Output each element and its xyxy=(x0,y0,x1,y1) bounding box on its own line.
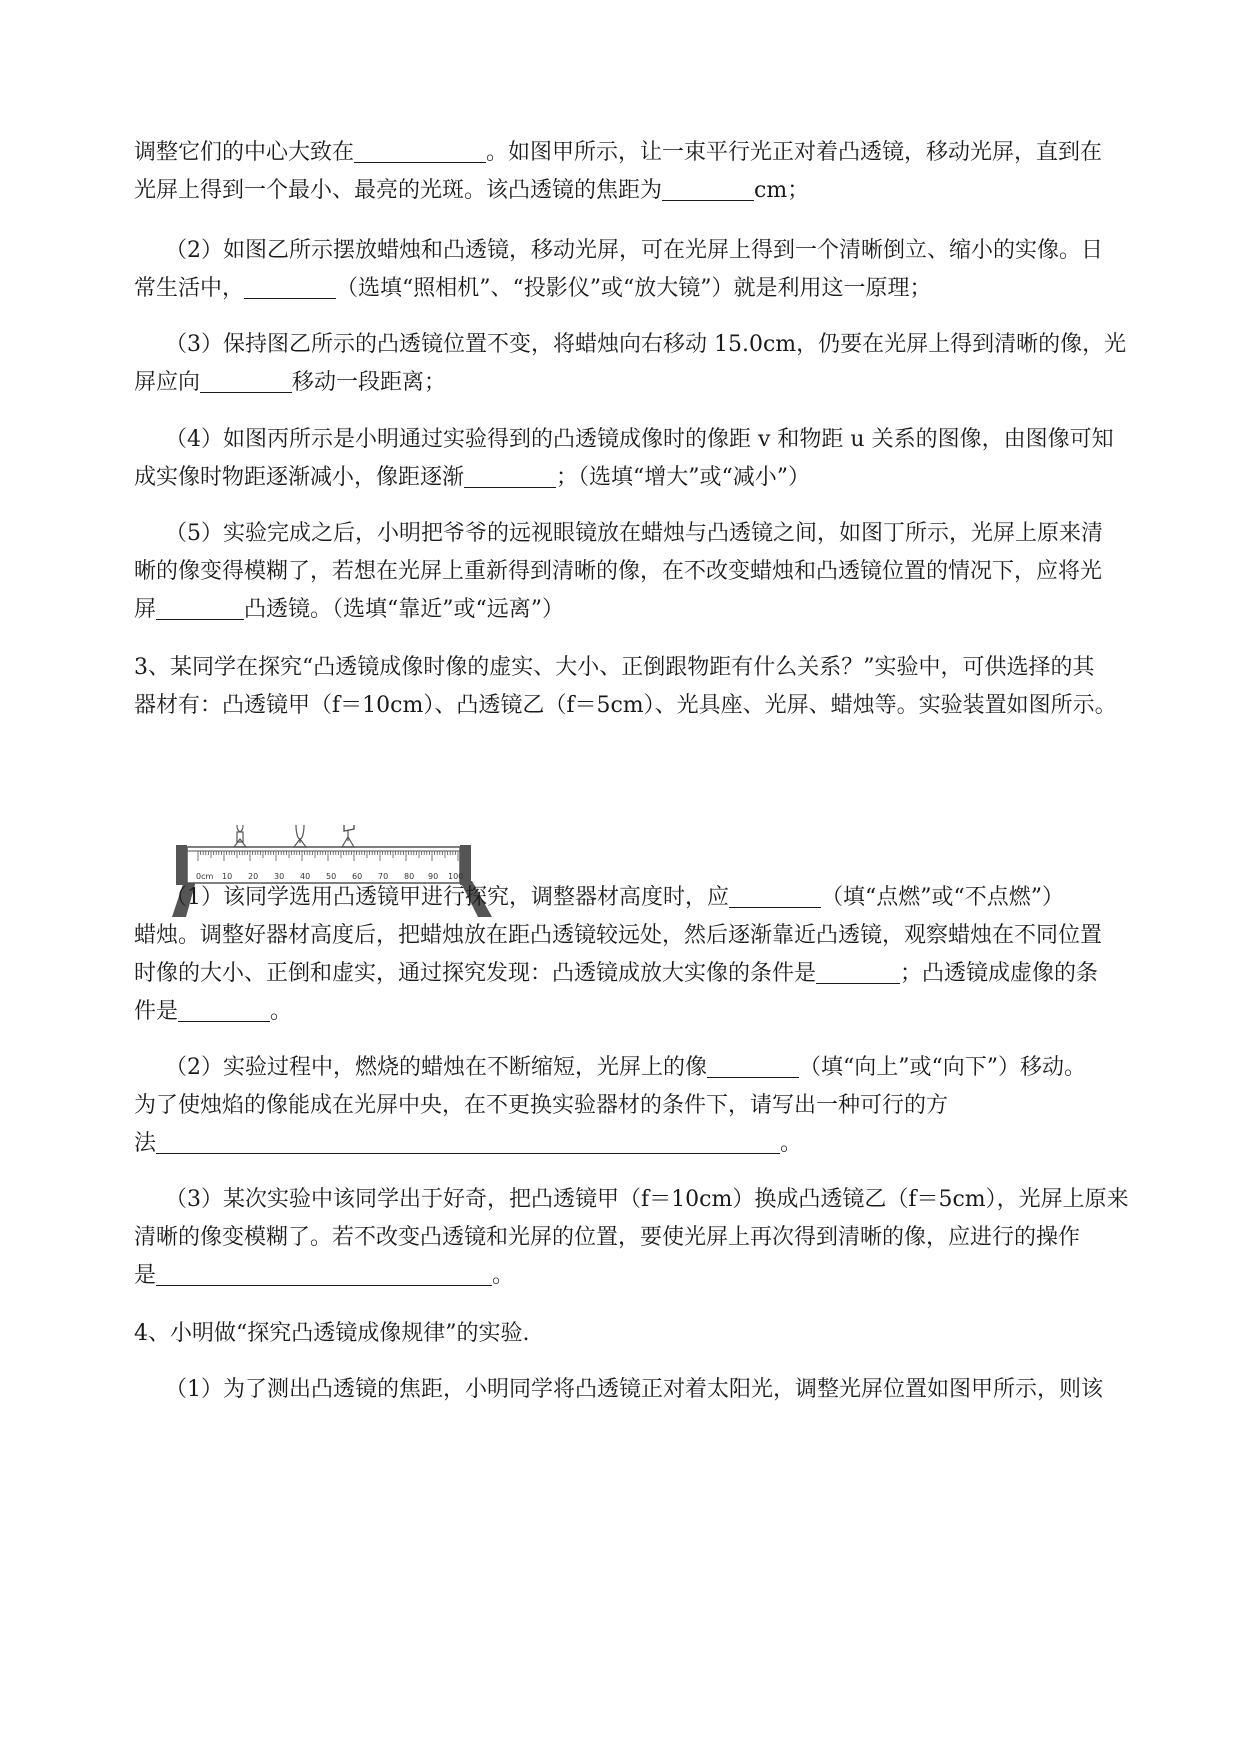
answer-blank[interactable] xyxy=(156,597,244,620)
scale-label: 30 xyxy=(274,872,285,881)
text-line: （2）如图乙所示摆放蜡烛和凸透镜，移动光屏，可在光屏上得到一个清晰倒立、缩小的实像。日 xyxy=(165,238,1104,263)
answer-blank[interactable] xyxy=(729,885,821,908)
candle-body xyxy=(237,832,243,842)
text-line: 时像的大小、正倒和虚实，通过探究发现：凸透镜成放大实像的条件是 ；凸透镜成虚像的条 xyxy=(134,961,1099,986)
answer-blank[interactable] xyxy=(200,370,292,393)
text-line: 3、某同学在探究“凸透镜成像时像的虚实、大小、正倒跟物距有什么关系？”实验中，可供选择的其 xyxy=(134,655,1095,680)
text-line: 屏应向 移动一段距离； xyxy=(134,370,447,395)
text-line: （4）如图丙所示是小明通过实验得到的凸透镜成像时的像距 v 和物距 u 关系的图像，由图像可知 xyxy=(165,427,1114,452)
text-line: 调整它们的中心大致在 。如图甲所示，让一束平行光正对着凸透镜，移动光屏，直到在 xyxy=(134,140,1103,165)
text-line: 清晰的像变模糊了。若不改变凸透镜和光屏的位置，要使光屏上再次得到清晰的像，应进行的操作 xyxy=(134,1225,1081,1250)
text-line: （1）该同学选用凸透镜甲进行探究，调整器材高度时，应 （填“点燃”或“不点燃”） xyxy=(165,885,1064,910)
answer-blank[interactable] xyxy=(816,961,900,984)
answer-blank[interactable] xyxy=(156,1263,492,1286)
candle-flame-icon xyxy=(237,825,243,832)
candle xyxy=(234,825,246,847)
answer-blank[interactable] xyxy=(354,140,486,163)
text-line: 常生活中， （选填“照相机”、“投影仪”或“放大镜”）就是利用这一原理； xyxy=(134,276,932,301)
scale-label: 10 xyxy=(222,872,233,881)
scale-label: 20 xyxy=(248,872,259,881)
lens-icon xyxy=(296,825,304,839)
scale-unit-label: 0cm xyxy=(196,872,214,881)
screen-icon xyxy=(344,825,354,831)
text-line: （2）实验过程中，燃烧的蜡烛在不断缩短，光屏上的像 （填“向上”或“向下”）移动。 xyxy=(165,1055,1086,1080)
text-line: 4、小明做“探究凸透镜成像规律”的实验. xyxy=(134,1321,530,1346)
text-line: 为了使烛焰的像能成在光屏中央，在不更换实验器材的条件下，请写出一种可行的方 xyxy=(134,1093,949,1118)
scale-label: 90 xyxy=(428,872,439,881)
scale-label: 60 xyxy=(352,872,363,881)
text-line: 件是 。 xyxy=(134,999,293,1024)
scale-label: 70 xyxy=(378,872,389,881)
text-line: 法 。 xyxy=(134,1131,803,1156)
scale-label: 40 xyxy=(300,872,311,881)
text-line: 成实像时物距逐渐减小，像距逐渐 ；（选填“增大”或“减小”） xyxy=(134,465,811,490)
lens xyxy=(294,825,306,847)
scale-label: 100 xyxy=(448,872,464,881)
text-line: （3）某次实验中该同学出于好奇，把凸透镜甲（f＝10cm）换成凸透镜乙（f＝5cm），光屏上原来 xyxy=(165,1187,1129,1212)
scale-label: 80 xyxy=(404,872,415,881)
answer-blank[interactable] xyxy=(244,276,336,299)
text-line: 晰的像变得模糊了，若想在光屏上重新得到清晰的像，在不改变蜡烛和凸透镜位置的情况下，应将光 xyxy=(134,559,1103,584)
answer-blank[interactable] xyxy=(464,465,556,488)
text-line: （3）保持图乙所示的凸透镜位置不变，将蜡烛向右移动 15.0cm，仍要在光屏上得到清晰的像，光 xyxy=(165,332,1127,357)
scale-label: 50 xyxy=(326,872,337,881)
answer-blank[interactable] xyxy=(156,1131,780,1154)
text-line: 器材有：凸透镜甲（f＝10cm）、凸透镜乙（f＝5cm）、光具座、光屏、蜡烛等。实验装置如图所示。 xyxy=(134,693,1117,718)
bench-left-end xyxy=(176,845,187,885)
text-line: （5）实验完成之后，小明把爷爷的远视眼镜放在蜡烛与凸透镜之间，如图丁所示，光屏上原来清 xyxy=(165,521,1104,546)
answer-blank[interactable] xyxy=(662,178,754,201)
text-line: 是 。 xyxy=(134,1263,515,1288)
text-line: 蜡烛。调整好器材高度后，把蜡烛放在距凸透镜较远处，然后逐渐靠近凸透镜，观察蜡烛在不同位置 xyxy=(134,923,1103,948)
text-line: （1）为了测出凸透镜的焦距，小明同学将凸透镜正对着太阳光，调整光屏位置如图甲所示，则该 xyxy=(165,1377,1104,1402)
answer-blank[interactable] xyxy=(178,999,270,1022)
light-screen xyxy=(342,825,354,847)
text-line: 光屏上得到一个最小、最亮的光斑。该凸透镜的焦距为 cm； xyxy=(134,178,810,203)
answer-blank[interactable] xyxy=(707,1055,799,1078)
text-line: 屏 凸透镜。（选填“靠近”或“远离”） xyxy=(134,597,565,622)
